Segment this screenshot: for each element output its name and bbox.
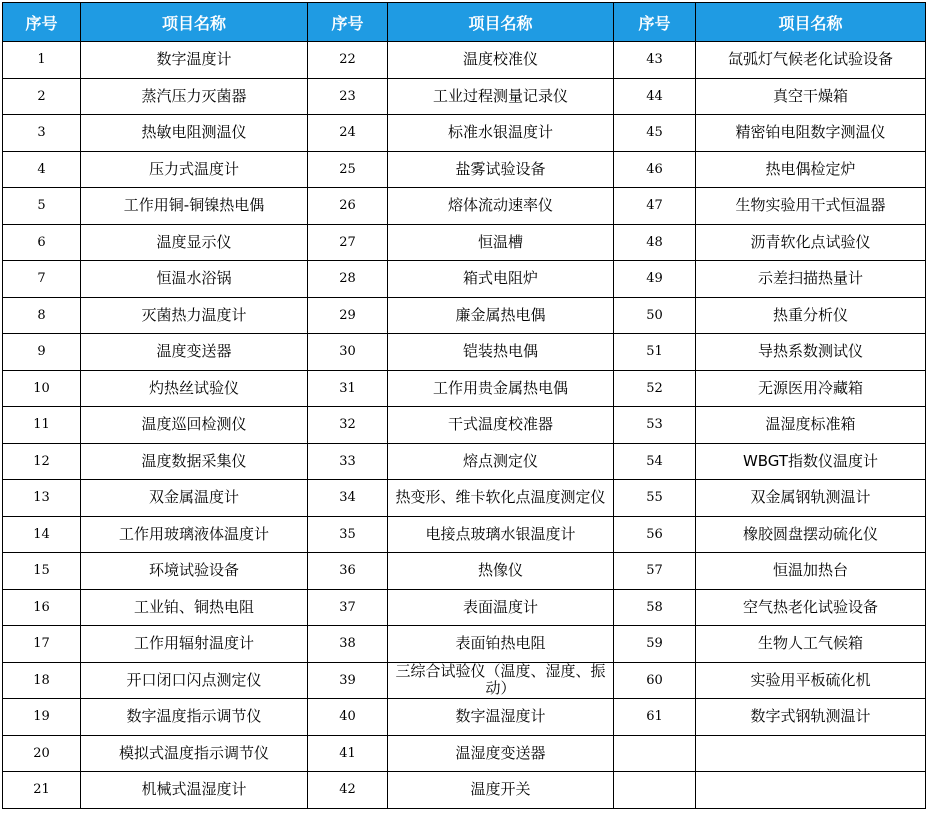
seq-cell: 55 — [614, 480, 696, 517]
name-cell: 数字温度计 — [81, 42, 308, 79]
name-cell: 标准水银温度计 — [388, 115, 614, 152]
seq-cell: 37 — [308, 589, 388, 626]
name-cell: 温度巡回检测仪 — [81, 407, 308, 444]
table-row — [3, 42, 926, 79]
table-row — [3, 188, 926, 225]
seq-cell: 15 — [3, 553, 81, 590]
table-row — [3, 78, 926, 115]
seq-cell: 54 — [614, 443, 696, 480]
seq-cell: 9 — [3, 334, 81, 371]
name-cell: 恒温槽 — [388, 224, 614, 261]
table-row — [3, 407, 926, 444]
instrument-table — [2, 2, 926, 809]
name-cell: 双金属钢轨测温计 — [696, 480, 926, 517]
seq-cell: 41 — [308, 735, 388, 772]
table-row — [3, 151, 926, 188]
table-row — [3, 699, 926, 736]
seq-cell: 25 — [308, 151, 388, 188]
seq-cell: 2 — [3, 78, 81, 115]
seq-cell: 39 — [308, 662, 388, 699]
name-cell: 三综合试验仪（温度、湿度、振动） — [388, 662, 614, 699]
name-cell: 示差扫描热量计 — [696, 261, 926, 298]
name-cell: 热重分析仪 — [696, 297, 926, 334]
table-row — [3, 735, 926, 772]
table-row — [3, 115, 926, 152]
name-cell: 热像仪 — [388, 553, 614, 590]
name-cell: 氙弧灯气候老化试验设备 — [696, 42, 926, 79]
header-name-2: 项目名称 — [388, 3, 614, 42]
instrument-list-container — [2, 2, 926, 809]
name-cell: 实验用平板硫化机 — [696, 662, 926, 699]
seq-cell: 52 — [614, 370, 696, 407]
name-cell: 盐雾试验设备 — [388, 151, 614, 188]
name-cell: 温度校准仪 — [388, 42, 614, 79]
seq-cell: 23 — [308, 78, 388, 115]
header-row — [3, 3, 926, 42]
seq-cell: 22 — [308, 42, 388, 79]
name-cell: 熔点测定仪 — [388, 443, 614, 480]
seq-cell: 33 — [308, 443, 388, 480]
seq-cell — [614, 772, 696, 809]
name-cell: 干式温度校准器 — [388, 407, 614, 444]
name-cell: WBGT指数仪温度计 — [696, 443, 926, 480]
seq-cell: 60 — [614, 662, 696, 699]
table-row — [3, 261, 926, 298]
seq-cell: 10 — [3, 370, 81, 407]
name-cell: 工作用玻璃液体温度计 — [81, 516, 308, 553]
name-cell: 蒸汽压力灭菌器 — [81, 78, 308, 115]
name-cell: 压力式温度计 — [81, 151, 308, 188]
table-row — [3, 370, 926, 407]
name-cell: 表面铂热电阻 — [388, 626, 614, 663]
table-row — [3, 297, 926, 334]
seq-cell: 61 — [614, 699, 696, 736]
seq-cell: 57 — [614, 553, 696, 590]
seq-cell: 4 — [3, 151, 81, 188]
name-cell: 铠装热电偶 — [388, 334, 614, 371]
name-cell: 热敏电阻测温仪 — [81, 115, 308, 152]
name-cell: 空气热老化试验设备 — [696, 589, 926, 626]
table-row — [3, 626, 926, 663]
name-cell — [696, 772, 926, 809]
header-seq-2: 序号 — [308, 3, 388, 42]
table-row — [3, 443, 926, 480]
name-cell: 温度变送器 — [81, 334, 308, 371]
name-cell: 生物人工气候箱 — [696, 626, 926, 663]
seq-cell: 26 — [308, 188, 388, 225]
table-row — [3, 662, 926, 699]
header-name-1: 项目名称 — [81, 3, 308, 42]
seq-cell: 13 — [3, 480, 81, 517]
table-body — [3, 42, 926, 809]
seq-cell: 56 — [614, 516, 696, 553]
seq-cell: 28 — [308, 261, 388, 298]
name-cell: 灭菌热力温度计 — [81, 297, 308, 334]
name-cell: 真空干燥箱 — [696, 78, 926, 115]
seq-cell: 6 — [3, 224, 81, 261]
seq-cell: 27 — [308, 224, 388, 261]
name-cell: 无源医用冷藏箱 — [696, 370, 926, 407]
seq-cell: 31 — [308, 370, 388, 407]
seq-cell: 48 — [614, 224, 696, 261]
name-cell: 沥青软化点试验仪 — [696, 224, 926, 261]
table-row — [3, 589, 926, 626]
seq-cell: 16 — [3, 589, 81, 626]
name-cell: 热电偶检定炉 — [696, 151, 926, 188]
name-cell: 灼热丝试验仪 — [81, 370, 308, 407]
name-cell: 双金属温度计 — [81, 480, 308, 517]
seq-cell: 17 — [3, 626, 81, 663]
name-cell: 温湿度标准箱 — [696, 407, 926, 444]
seq-cell: 44 — [614, 78, 696, 115]
seq-cell: 45 — [614, 115, 696, 152]
seq-cell: 35 — [308, 516, 388, 553]
name-cell: 温度显示仪 — [81, 224, 308, 261]
name-cell: 工作用辐射温度计 — [81, 626, 308, 663]
header-seq-1: 序号 — [3, 3, 81, 42]
name-cell — [696, 735, 926, 772]
name-cell: 温湿度变送器 — [388, 735, 614, 772]
seq-cell: 21 — [3, 772, 81, 809]
table-row — [3, 772, 926, 809]
seq-cell: 5 — [3, 188, 81, 225]
seq-cell: 47 — [614, 188, 696, 225]
name-cell: 表面温度计 — [388, 589, 614, 626]
seq-cell: 49 — [614, 261, 696, 298]
name-cell: 恒温加热台 — [696, 553, 926, 590]
name-cell: 模拟式温度指示调节仪 — [81, 735, 308, 772]
seq-cell — [614, 735, 696, 772]
seq-cell: 34 — [308, 480, 388, 517]
seq-cell: 51 — [614, 334, 696, 371]
seq-cell: 59 — [614, 626, 696, 663]
seq-cell: 29 — [308, 297, 388, 334]
name-cell: 温度开关 — [388, 772, 614, 809]
name-cell: 环境试验设备 — [81, 553, 308, 590]
seq-cell: 12 — [3, 443, 81, 480]
name-cell: 工作用铜-铜镍热电偶 — [81, 188, 308, 225]
name-cell: 工作用贵金属热电偶 — [388, 370, 614, 407]
name-cell: 电接点玻璃水银温度计 — [388, 516, 614, 553]
table-row — [3, 480, 926, 517]
name-cell: 导热系数测试仪 — [696, 334, 926, 371]
name-cell: 熔体流动速率仪 — [388, 188, 614, 225]
name-cell: 橡胶圆盘摆动硫化仪 — [696, 516, 926, 553]
name-cell: 数字温度指示调节仪 — [81, 699, 308, 736]
name-cell: 工业过程测量记录仪 — [388, 78, 614, 115]
seq-cell: 30 — [308, 334, 388, 371]
name-cell: 开口闭口闪点测定仪 — [81, 662, 308, 699]
name-cell: 热变形、维卡软化点温度测定仪 — [388, 480, 614, 517]
seq-cell: 24 — [308, 115, 388, 152]
seq-cell: 20 — [3, 735, 81, 772]
name-cell: 机械式温湿度计 — [81, 772, 308, 809]
seq-cell: 43 — [614, 42, 696, 79]
name-cell: 数字温湿度计 — [388, 699, 614, 736]
name-cell: 生物实验用干式恒温器 — [696, 188, 926, 225]
seq-cell: 36 — [308, 553, 388, 590]
name-cell: 廉金属热电偶 — [388, 297, 614, 334]
table-row — [3, 516, 926, 553]
seq-cell: 18 — [3, 662, 81, 699]
seq-cell: 19 — [3, 699, 81, 736]
seq-cell: 1 — [3, 42, 81, 79]
name-cell: 温度数据采集仪 — [81, 443, 308, 480]
table-row — [3, 224, 926, 261]
seq-cell: 46 — [614, 151, 696, 188]
seq-cell: 7 — [3, 261, 81, 298]
seq-cell: 8 — [3, 297, 81, 334]
name-cell: 数字式钢轨测温计 — [696, 699, 926, 736]
seq-cell: 32 — [308, 407, 388, 444]
header-name-3: 项目名称 — [696, 3, 926, 42]
seq-cell: 58 — [614, 589, 696, 626]
name-cell: 工业铂、铜热电阻 — [81, 589, 308, 626]
table-row — [3, 553, 926, 590]
seq-cell: 38 — [308, 626, 388, 663]
seq-cell: 53 — [614, 407, 696, 444]
seq-cell: 50 — [614, 297, 696, 334]
seq-cell: 42 — [308, 772, 388, 809]
seq-cell: 3 — [3, 115, 81, 152]
name-cell: 精密铂电阻数字测温仪 — [696, 115, 926, 152]
name-cell: 恒温水浴锅 — [81, 261, 308, 298]
seq-cell: 40 — [308, 699, 388, 736]
name-cell: 箱式电阻炉 — [388, 261, 614, 298]
seq-cell: 14 — [3, 516, 81, 553]
header-seq-3: 序号 — [614, 3, 696, 42]
seq-cell: 11 — [3, 407, 81, 444]
table-row — [3, 334, 926, 371]
